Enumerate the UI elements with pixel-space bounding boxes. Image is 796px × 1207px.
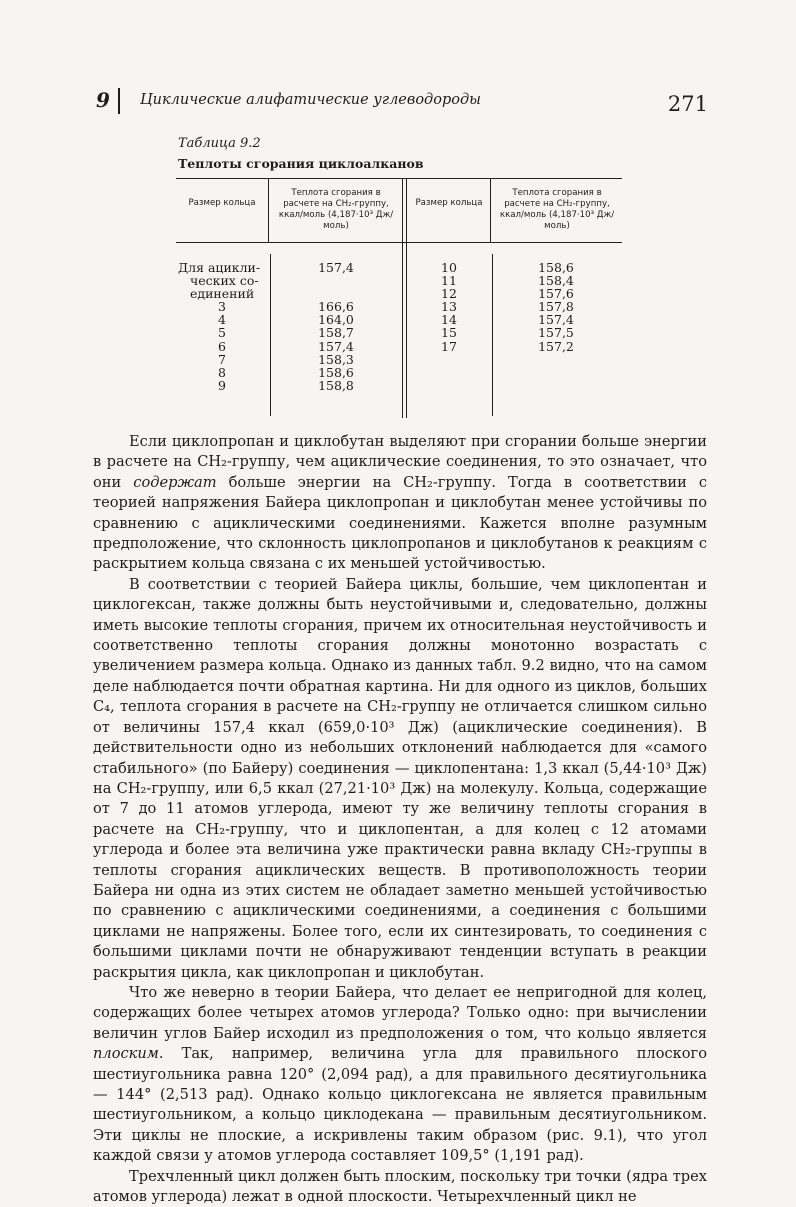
table-cell: 10	[441, 260, 457, 275]
table-cell: 9	[218, 377, 226, 393]
table-cell: единений	[190, 286, 255, 302]
chapter-number: 9	[96, 88, 110, 112]
table-cell: 12	[441, 286, 457, 302]
paragraph: Трехчленный цикл должен быть плоским, поскольку три точки (ядра трех атомов углерода) лежат в одной плоскости. Четырехчленный цикл не	[93, 1167, 707, 1206]
table-cell: 158,6	[538, 260, 574, 275]
left-ring-sizes	[178, 261, 266, 392]
table-cell: 7	[218, 351, 226, 367]
header-heat-per-ch2: Теплота сгорания в расчете на CH₂-группу, ккал/моль (4,187·10³ Дж/моль)	[278, 188, 394, 231]
table-cell: 157,4	[538, 312, 574, 328]
body-text	[93, 432, 707, 1207]
double-rule-right	[406, 178, 407, 418]
table-cell: 158,8	[318, 377, 354, 393]
header-heat-per-ch2: Теплота сгорания в расчете на CH₂-группу, ккал/моль (4,187·10³ Дж/моль)	[499, 188, 615, 231]
table-cell: 157,4	[318, 260, 354, 275]
table-cell: 157,4	[318, 338, 354, 354]
page-number: 271	[667, 92, 708, 116]
right-ring-sizes	[408, 261, 490, 353]
table-cell: 14	[441, 312, 457, 328]
table-cell: 164,0	[318, 312, 354, 328]
table-cell: 158,4	[538, 273, 574, 289]
header-ring-size: Размер кольца	[188, 198, 256, 208]
table-cell: ческих со-	[190, 273, 259, 289]
column-divider-bottom	[270, 254, 271, 416]
heat-of-combustion-table	[176, 178, 622, 418]
emphasis: содержат	[133, 473, 217, 491]
page-header	[96, 88, 708, 118]
table-cell: 157,8	[538, 299, 574, 315]
paragraph: Если циклопропан и циклобутан выделяют при сгорании больше энергии в расчете на CH₂-группу, чем ациклические соединения, то это означает, что они содержат больше энергии на CH₂-группу. Тогда в соответствии с теорией напряжения Байера циклопропан и циклобутан менее устойчивы по сравнению с ациклическими соединениями. Кажется вполне разумным предположение, что склонность циклопропанов и циклобутанов к реакциям с раскрытием кольца связана с их меньшей устойчивостью.	[93, 433, 707, 573]
table-cell: 157,5	[538, 325, 574, 341]
column-divider	[268, 178, 269, 242]
table-cell: 6	[218, 338, 226, 354]
table-cell: Для ацикли-	[178, 260, 261, 275]
table-cell: 157,6	[538, 286, 574, 302]
table-cell: 166,6	[318, 299, 354, 315]
paragraph: В соответствии с теорией Байера циклы, большие, чем циклопентан и циклогексан, также должны быть неустойчивыми и, следовательно, должны иметь высокие теплоты сгорания, причем их относительная неустойчивость и соответственно теплоты сгорания должны монотонно возрастать с увеличением размера кольца. Однако из данных табл. 9.2 видно, что на самом деле наблюдается почти обратная картина. Ни для одного из циклов, больших C₄, теплота сгорания в расчете на CH₂-группу не отличается слишком сильно от величины 157,4 ккал (659,0·10³ Дж) (ациклические соединения). В действительности одно из небольших отклонений наблюдается для «самого стабильного» (по Байеру) соединения — циклопентана: 1,3 ккал (5,44·10³ Дж) на CH₂-группу, или 6,5 ккал (27,21·10³ Дж) на молекулу. Кольца, содержащие от 7 до 11 атомов углерода, имеют ту же величину теплоты сгорания в расчете на CH₂-группу, что и циклопентан, а для колец с 12 атомами углерода и более эта величина уже практически равна вкладу CH₂-группы в теплоты сгорания ациклических веществ. В противоположность теории Байера ни одна из этих систем не обладает заметно меньшей устойчивостью по сравнению с ациклическими соединениями, а соединения с большими циклами не напряжены. Более того, если их синтезировать, то соединения с большими циклами почти не обнаруживают тенденции вступать в реакции раскрытия цикла, как циклопропан и циклобутан.	[93, 575, 707, 981]
table-cell: 158,7	[318, 325, 354, 341]
right-heat-values	[494, 261, 618, 353]
table-top-rule	[176, 178, 622, 179]
table-cell: 157,2	[538, 338, 574, 354]
running-head: Циклические алифатические углеводороды	[140, 92, 481, 108]
table-header-rule	[176, 242, 622, 243]
column-divider-bottom	[492, 254, 493, 416]
table-cell: 3	[218, 299, 226, 315]
header-divider	[118, 88, 120, 114]
emphasis: плоским	[93, 1045, 159, 1063]
table-caption: Таблица 9.2	[178, 136, 261, 151]
table-cell: 5	[218, 325, 226, 341]
left-heat-values	[272, 261, 400, 392]
header-ring-size: Размер кольца	[415, 198, 483, 208]
table-cell: 8	[218, 364, 226, 380]
table-cell: 11	[441, 273, 457, 289]
table-cell: 13	[441, 299, 457, 315]
table-cell: 4	[218, 312, 226, 328]
table-cell: 158,6	[318, 364, 354, 380]
table-cell: 15	[441, 325, 457, 341]
table-cell	[272, 274, 400, 287]
table-cell: 158,3	[318, 351, 354, 367]
column-divider	[490, 178, 491, 242]
table-cell: 17	[441, 338, 457, 354]
double-rule-left	[402, 178, 403, 418]
table-title: Теплоты сгорания циклоалканов	[178, 156, 424, 171]
paragraph: Что же неверно в теории Байера, что делает ее непригодной для колец, содержащих более четырех атомов углерода? Только одно: при вычислении величин углов Байер исходил из предположения о том, что кольцо является плоским. Так, например, величина угла для правильного плоского шестиугольника равна 120° (2,094 рад), а для правильного десятиугольника — 144° (2,513 рад). Однако кольцо циклогексана не является правильным шестиугольником, а кольцо циклодекана — правильным десятиугольником. Эти циклы не плоские, а искривлены таким образом (рис. 9.1), что угол каждой связи у атомов углерода составляет 109,5° (1,191 рад).	[93, 983, 707, 1165]
